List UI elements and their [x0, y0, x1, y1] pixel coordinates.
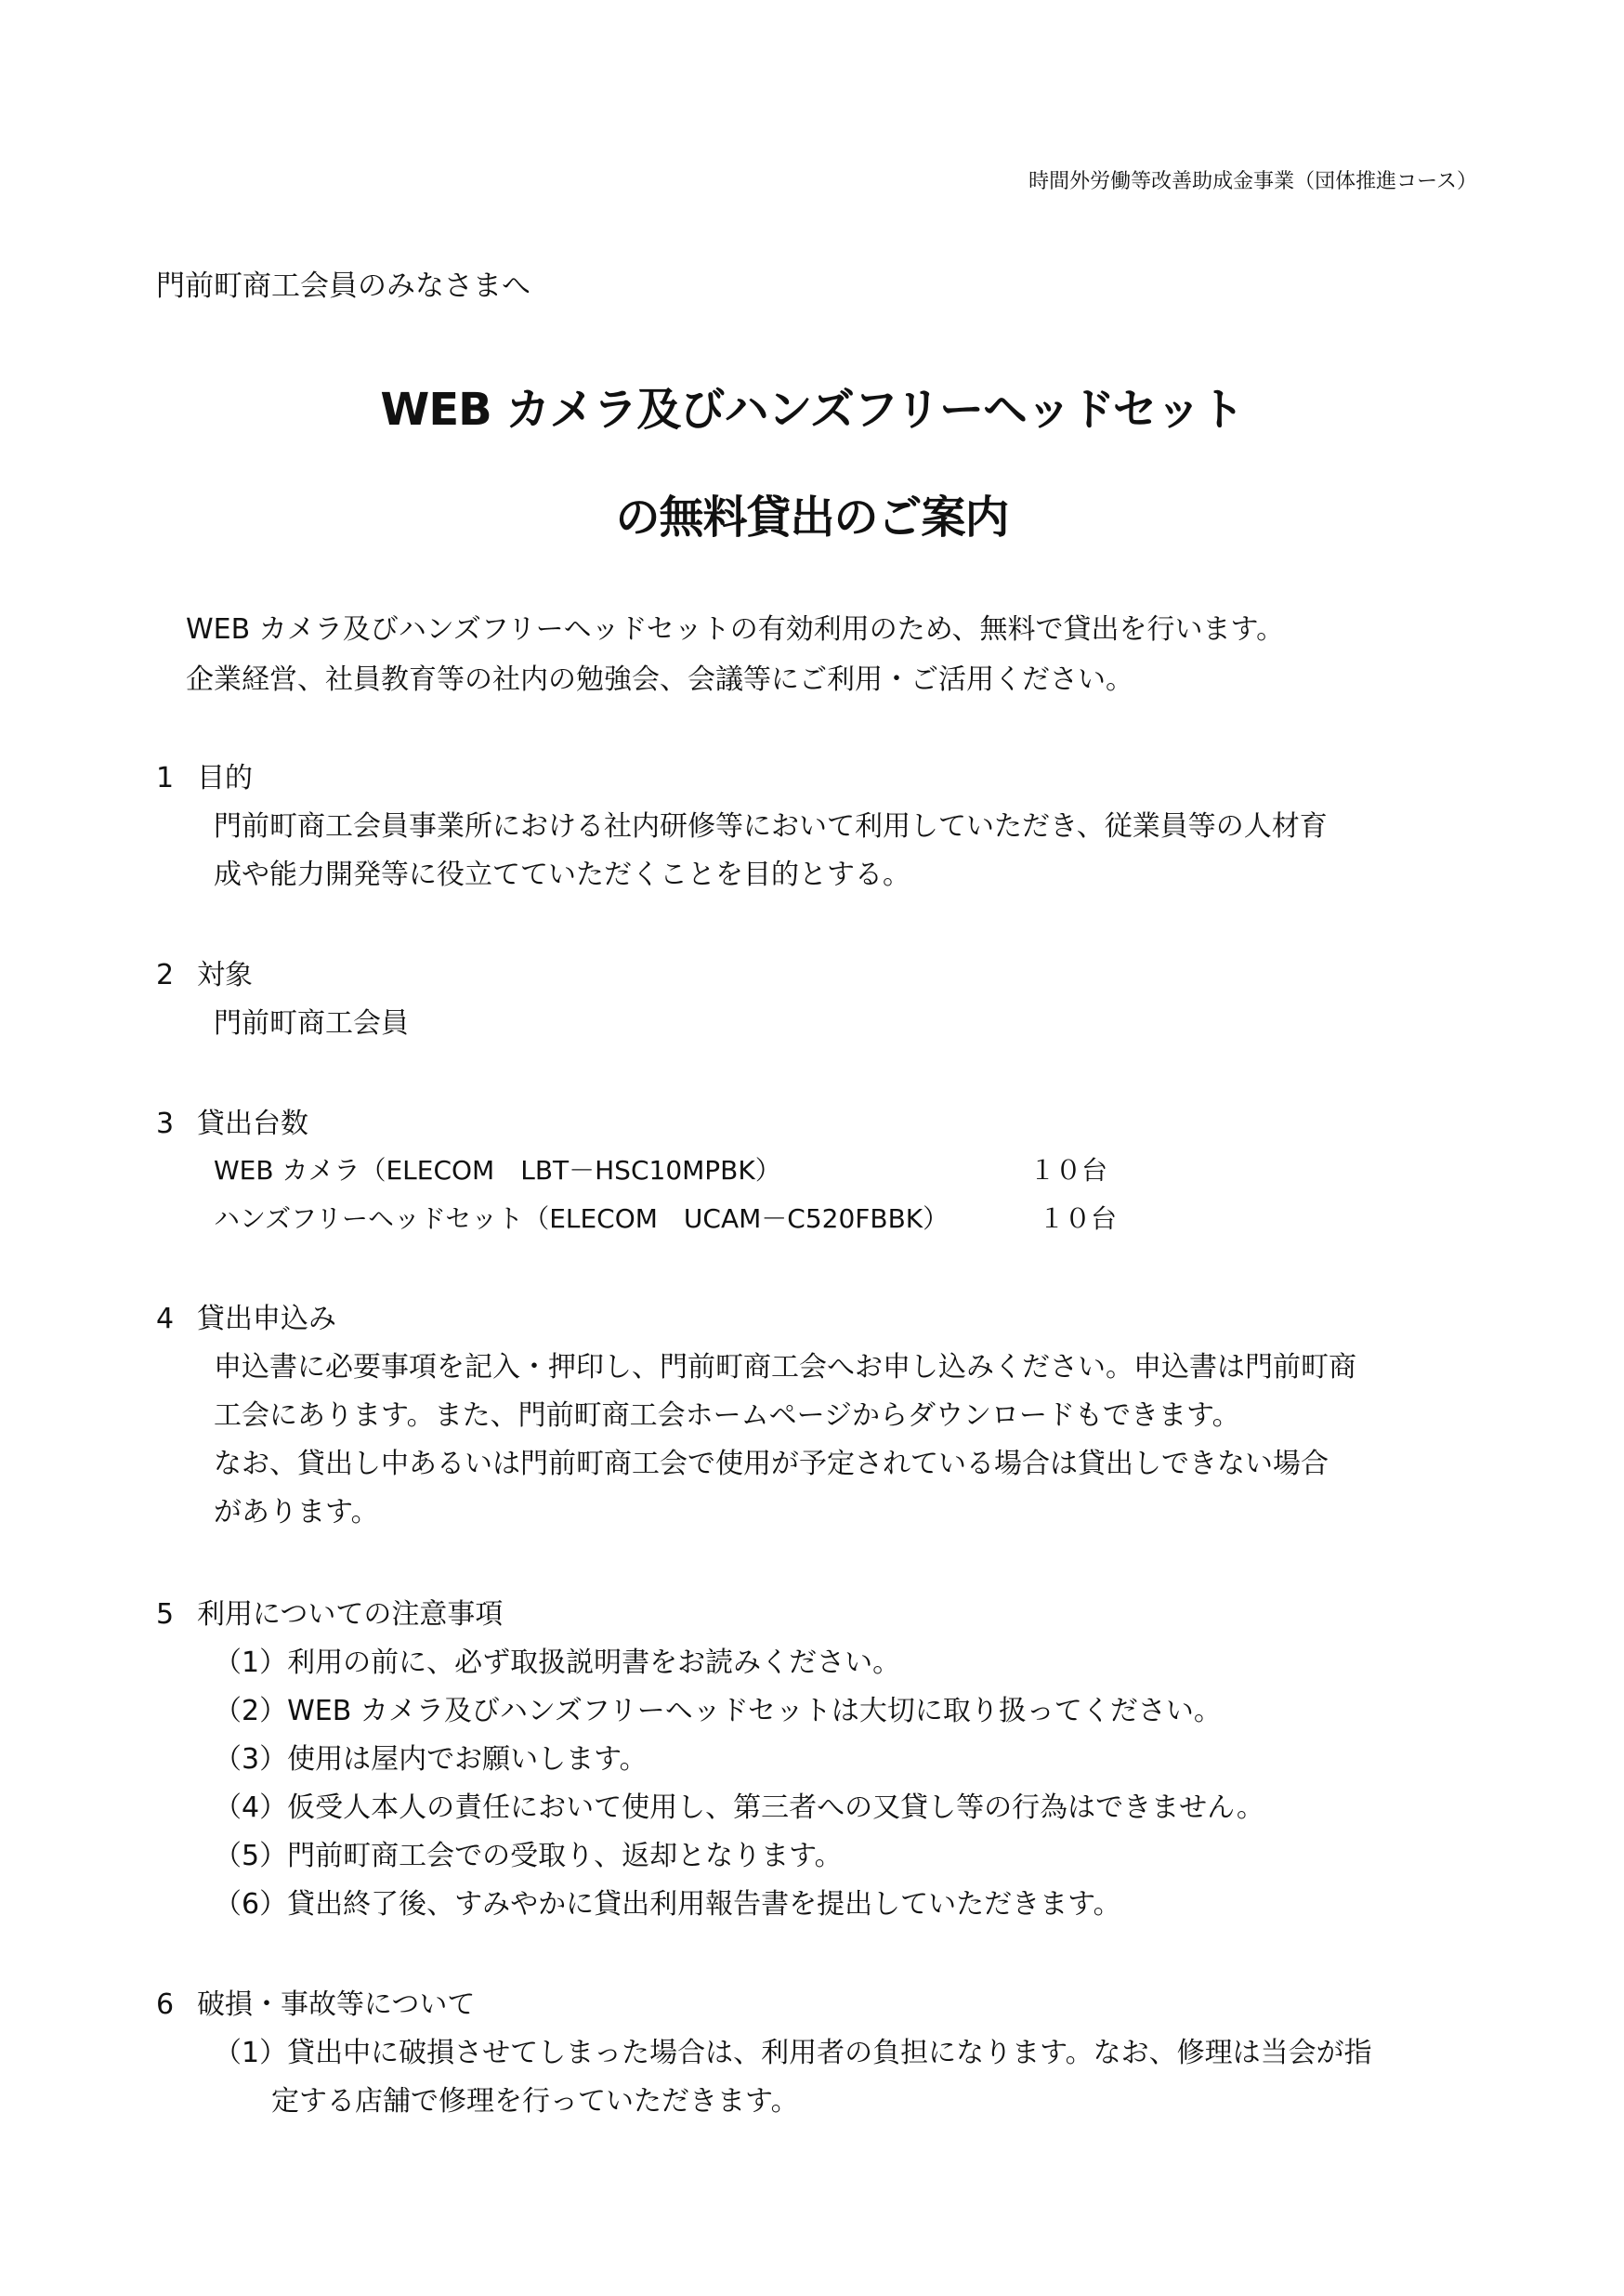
section-4-text-line3: なお、貸出し中あるいは門前町商工会で使用が予定されている場合は貸出しできない場合 [214, 1448, 1329, 1480]
caution-item-2: （2）WEB カメラ及びハンズフリーヘッドセットは大切に取り扱ってください。 [214, 1695, 1222, 1727]
equipment-qty-webcam: １０台 [1029, 1155, 1108, 1186]
section-2-text-line1: 門前町商工会員 [214, 1007, 409, 1040]
section-number: 6 [156, 1988, 175, 2021]
document-title-line1: WEB カメラ及びハンズフリーヘッドセット [380, 384, 1244, 436]
equipment-name: ハンズフリーヘッドセット（ELECOM UCAM－C520FBBK） [214, 1203, 950, 1234]
damage-item-1-continued: 定する店舗で修理を行っていただきます。 [271, 2085, 799, 2118]
section-5-heading [156, 1591, 503, 1632]
equipment-name: WEB カメラ（ELECOM LBT－HSC10MPBK） [214, 1155, 781, 1186]
caution-item-5: （5）門前町商工会での受取り、返却となります。 [214, 1840, 843, 1872]
section-number: 3 [156, 1108, 175, 1140]
section-4-text-line2: 工会にあります。また、門前町商工会ホームページからダウンロードもできます。 [214, 1399, 1240, 1432]
equipment-qty-headset: １０台 [1039, 1203, 1118, 1234]
addressee: 門前町商工会員のみなさまへ [156, 269, 530, 303]
section-title: 貸出台数 [197, 1108, 308, 1140]
section-1-heading [156, 754, 253, 795]
equipment-item-webcam [214, 1150, 781, 1187]
section-title: 貸出申込み [197, 1303, 336, 1335]
section-2-heading [156, 951, 253, 992]
section-4-heading [156, 1295, 336, 1336]
section-4-text-line1: 申込書に必要事項を記入・押印し、門前町商工会へお申し込みください。申込書は門前町商 [214, 1351, 1356, 1384]
section-1-text-line1: 門前町商工会員事業所における社内研修等において利用していただき、従業員等の人材育 [214, 810, 1328, 843]
header-note: 時間外労働等改善助成金事業（団体推進コース） [1028, 170, 1477, 193]
caution-item-3: （3）使用は屋内でお願いします。 [214, 1743, 648, 1776]
section-1-text-line2: 成や能力開発等に役立てていただくことを目的とする。 [214, 859, 910, 891]
section-number: 1 [156, 762, 175, 794]
section-6-heading [156, 1981, 475, 2022]
section-number: 2 [156, 959, 175, 991]
section-title: 対象 [197, 959, 253, 991]
section-3-heading [156, 1100, 308, 1141]
caution-item-1: （1）利用の前に、必ず取扱説明書をお読みください。 [214, 1647, 901, 1679]
intro-line2: 企業経営、社員教育等の社内の勉強会、会議等にご利用・ご活用ください。 [186, 663, 1133, 696]
caution-item-4: （4）仮受人本人の責任において使用し、第三者への又貸し等の行為はできません。 [214, 1791, 1264, 1824]
section-number: 5 [156, 1598, 175, 1631]
section-number: 4 [156, 1303, 175, 1335]
section-title: 利用についての注意事項 [197, 1598, 504, 1631]
caution-item-6: （6）貸出終了後、すみやかに貸出利用報告書を提出していただきます。 [214, 1888, 1121, 1921]
section-title: 目的 [197, 762, 253, 794]
document-title-line2: の無料貸出のご案内 [615, 492, 1009, 544]
intro-line1: WEB カメラ及びハンズフリーヘッドセットの有効利用のため、無料で貸出を行います。 [186, 613, 1285, 646]
damage-item-1: （1）貸出中に破損させてしまった場合は、利用者の負担になります。なお、修理は当会が指 [214, 2037, 1372, 2069]
equipment-item-headset [214, 1199, 949, 1236]
section-4-text-line4: があります。 [214, 1496, 379, 1528]
section-title: 破損・事故等について [197, 1988, 476, 2021]
